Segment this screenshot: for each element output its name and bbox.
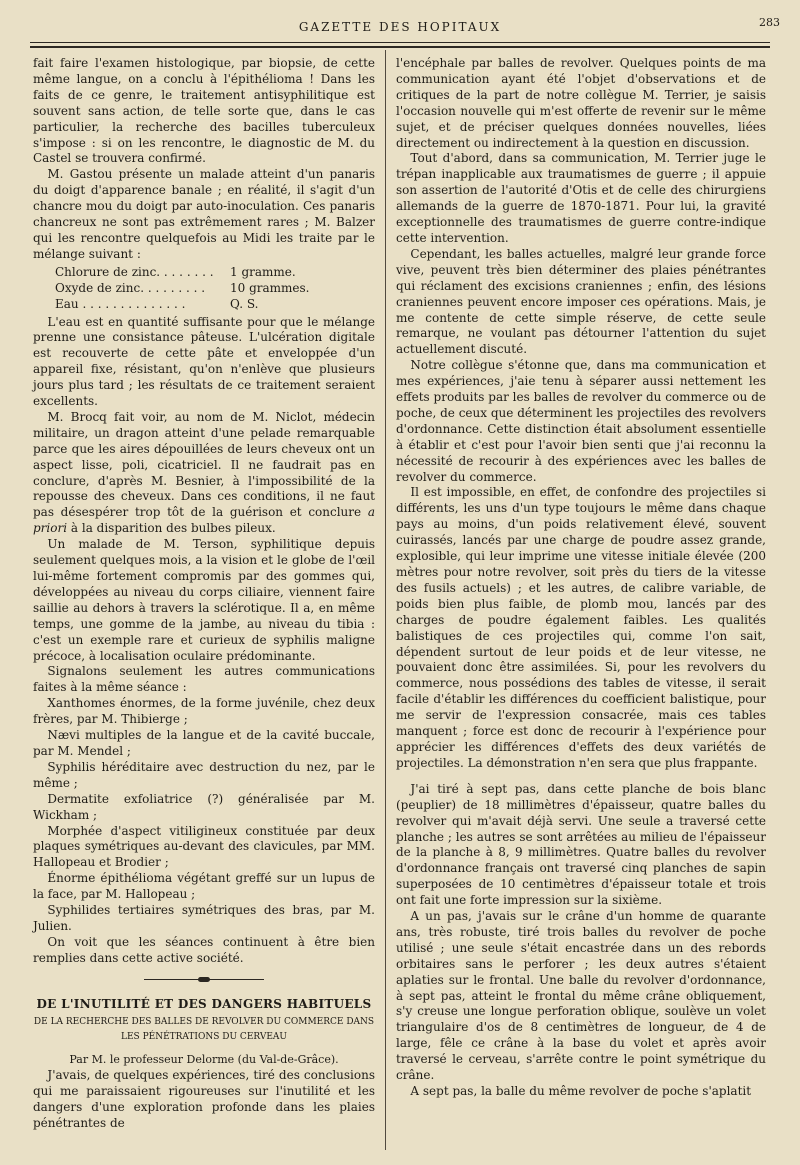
page-header: [0, 14, 800, 44]
left-column: [33, 56, 375, 1132]
paragraph: Il est impossible, en effet, de confondre des projectiles si différents, les uns d'un type toujours le même dans chaque pays au moins, d'un poids relativement élevé, souvent cuirassés, lancés par une charge de poudre assez grande, explosible, qui leur imprime une vitesse initiale élevée (200 mètres pour notre revolver, soit près du tiers de la vitesse des fusils actuels) ; et les autres, de calibre variable, de poids bien plus faible, de plomb mou, lancés par des charges de poudre également faibles. Les qualités balistiques de ces projectiles qui, comme l'on sait, dépendent surtout de leur poids et de leur vitesse, ne pouvaient donc être assimilées. Si, pour les revolvers du commerce, nous possédions des tables de vitesse, il serait facile d'établir les différences du coefficient balistique, pour me servir de l'expression consacrée, mais ces tables manquent ; force est donc de recourir à l'expérience pour apprécier les différences d'effets des deux variétés de projectiles. La démonstration n'en sera que plus frappante.: [396, 485, 766, 770]
right-column: [396, 56, 766, 1100]
paragraph: Notre collègue s'étonne que, dans ma communication et mes expériences, j'aie tenu à séparer aussi nettement les effets produits par les balles de revolver du commerce ou de poche, de ceux que déterminent les projectiles des revolvers d'ordonnance. Cette distinction était absolument essentielle à établir et c'est pour l'avoir bien senti que j'ai reconnu la nécessité de recourir à des expériences avec les balles de revolver du commerce.: [396, 358, 766, 484]
paragraph: Un malade de M. Terson, syphilitique depuis seulement quelques mois, a la vision et le globe de l'œil lui-même fortement compromis par des gommes qui, développées au niveau du corps ciliaire, viennent faire saillie au dehors à travers la sclérotique. Il a, en même temps, une gomme de la jambe, au niveau du tibia : c'est un exemple rare et curieux de syphilis maligne précoce, à localisation oculaire prédominante.: [33, 537, 375, 663]
article-subtitle: DE LA RECHERCHE DES BALLES DE REVOLVER DU COMMERCE DANS: [33, 1016, 375, 1027]
list-item: Nævi multiples de la langue et de la cavité buccale, par M. Mendel ;: [33, 728, 375, 758]
header-rule-thick: [30, 46, 770, 48]
recipe-line: [55, 281, 375, 297]
page-number: 283: [759, 16, 780, 29]
text: M. Brocq fait voir, au nom de M. Niclot, médecin militaire, un dragon atteint d'une pelade remarquable parce que les aires dépouillées de leurs cheveux ont un aspect lisse, poli, cicatriciel. Il ne faudrait pas en conclure, d'après M. Besnier, à l'impossibilité de la repousse des cheveux. Dans ces conditions, il ne faut pas désespérer trop tôt de la guérison et conclure: [33, 409, 375, 520]
journal-title: GAZETTE DES HOPITAUX: [298, 20, 502, 34]
list-item: Syphilides tertiaires symétriques des bras, par M. Julien.: [33, 903, 375, 933]
recipe-line: [55, 265, 375, 281]
paragraph: l'encéphale par balles de revolver. Quelques points de ma communication ayant été l'objet d'observations et de critiques de la part de notre collègue M. Terrier, je saisis l'occasion nouvelle qui m'est offerte de revenir sur le même sujet, et de préciser quelques données nouvelles, liées directement ou indirectement à la question en discussion.: [396, 56, 766, 150]
list-item: Syphilis héréditaire avec destruction du nez, par le même ;: [33, 759, 375, 790]
column-divider: [385, 50, 386, 1150]
italic-text: a priori: [33, 505, 375, 536]
paragraph: A sept pas, la balle du même revolver de poche s'aplatit: [410, 1084, 752, 1098]
paragraph: A un pas, j'avais sur le crâne d'un homme de quarante ans, très robuste, tiré trois balles du revolver de poche utilisé ; une seule s'était encastrée dans un des rebords orbitaires sans le perforer ; les deux autres s'étaient aplaties sur le frontal. Une balle du revolver d'ordonnance, à sept pas, atteint le frontal du même crâne obliquement, s'y creuse une longue perforation oblique, soulève un volet triangulaire d'os de 8 centimètres de longueur, de 4 de large, fêle ce crâne à la base du volet et après avoir traversé le cerveau, s'arrête contre le point symétrique du crâne.: [396, 909, 766, 1083]
dose: 10 grammes.: [230, 280, 310, 295]
paragraph: L'eau est en quantité suffisante pour que le mélange prenne une consistance pâteuse. L'ulcération digitale est recouverte de cette pâte et enveloppée d'un appareil fixe, résistant, qu'on n'enlève que plusieurs jours plus tard ; les résultats de ce traitement seraient excellents.: [33, 314, 375, 409]
recipe-list: [55, 265, 375, 313]
article-title: DE L'INUTILITÉ ET DES DANGERS HABITUELS: [36, 996, 372, 1011]
paragraph: Signalons seulement les autres communications faites à la même séance :: [33, 664, 375, 695]
paragraph: Tout d'abord, dans sa communication, M. Terrier juge le trépan inapplicable aux traumatismes de guerre ; il appuie son assertion de l'autorité d'Otis et de celle des chirurgiens allemands de la guerre de 1870-1871. Pour lui, la gravité exceptionnelle des traumatismes de guerre contre-indique cette intervention.: [396, 151, 766, 245]
paragraph: J'ai tiré à sept pas, dans cette planche de bois blanc (peuplier) de 18 millimètres d'épaisseur, quatre balles du revolver qui m'avait déjà servi. Une seule a traversé cette planche ; les autres se sont arrêtées au milieu de l'épaisseur de la planche à 8, 9 millimètres. Quatre balles du revolver d'ordonnance français ont traversé cinq planches de sapin superposées de 10 centimètres d'épaisseur totale et trois ont fait une forte impression sur la sixième.: [396, 781, 766, 908]
list-item: Morphée d'aspect vitiligineux constituée par deux plaques symétriques au-devant des clavicules, par MM. Hallopeau et Brodier ;: [33, 823, 375, 870]
dose: Q. S.: [230, 296, 259, 311]
dose: 1 gramme.: [230, 264, 296, 279]
list-item: Xanthomes énormes, de la forme juvénile, chez deux frères, par M. Thibierge ;: [33, 696, 375, 727]
ingredient: Chlorure de zinc. . . . . . . .: [55, 264, 214, 279]
paragraph: On voit que les séances continuent à être bien remplies dans cette active société.: [33, 934, 375, 965]
list-item: Dermatite exfoliatrice (?) généralisée par M. Wickham ;: [33, 791, 375, 822]
text: à la disparition des bulbes pileux.: [70, 521, 276, 536]
article-author: Par M. le professeur Delorme (du Val-de-Grâce).: [69, 1053, 339, 1067]
article-subtitle: LES PÉNÉTRATIONS DU CERVEAU: [121, 1032, 287, 1043]
list-item: Énorme épithélioma végétant greffé sur un lupus de la face, par M. Hallopeau ;: [33, 871, 375, 902]
ingredient: Oxyde de zinc. . . . . . . . .: [55, 280, 206, 295]
paragraph: M. Gastou présente un malade atteint d'un panaris du doigt d'apparence banale ; en réalité, il s'agit d'un chancre mou du doigt par auto-inoculation. Ces panaris chancreux ne sont pas extrêmement rares ; M. Balzer qui les rencontre quelquefois au Midi les traite par le mélange suivant :: [33, 167, 375, 261]
paragraph: J'avais, de quelques expériences, tiré des conclusions qui me paraissaient rigoureuses sur l'inutilité et les dangers d'une exploration profonde dans les plaies pénétrantes de: [33, 1068, 375, 1130]
paragraph: fait faire l'examen histologique, par biopsie, de cette même langue, on a conclu à l'épithélioma ! Dans les faits de ce genre, le traitement antisyphilitique est souvent sans action, de telle sorte que, dans le cas particulier, la recherche des bacilles tuberculeux s'impose : si on les rencontre, le diagnostic de M. du Castel se trouvera confirmé.: [33, 56, 375, 166]
ingredient: Eau . . . . . . . . . . . . . .: [55, 296, 186, 311]
paragraph: Cependant, les balles actuelles, malgré leur grande force vive, peuvent très bien déterminer des plaies pénétrantes qui réclament des excisions craniennes ; enfin, des lésions craniennes peuvent encore imposer ces opérations. Mais, je me contente de cette simple réserve, de cette seule remarque, ne voulant pas détourner l'attention du sujet actuellement discuté.: [396, 246, 766, 357]
section-ornament: [144, 977, 264, 983]
recipe-line: [55, 297, 375, 313]
paragraph: [33, 410, 375, 537]
paragraph-gap: [396, 772, 766, 782]
header-rule-thin: [30, 42, 770, 43]
